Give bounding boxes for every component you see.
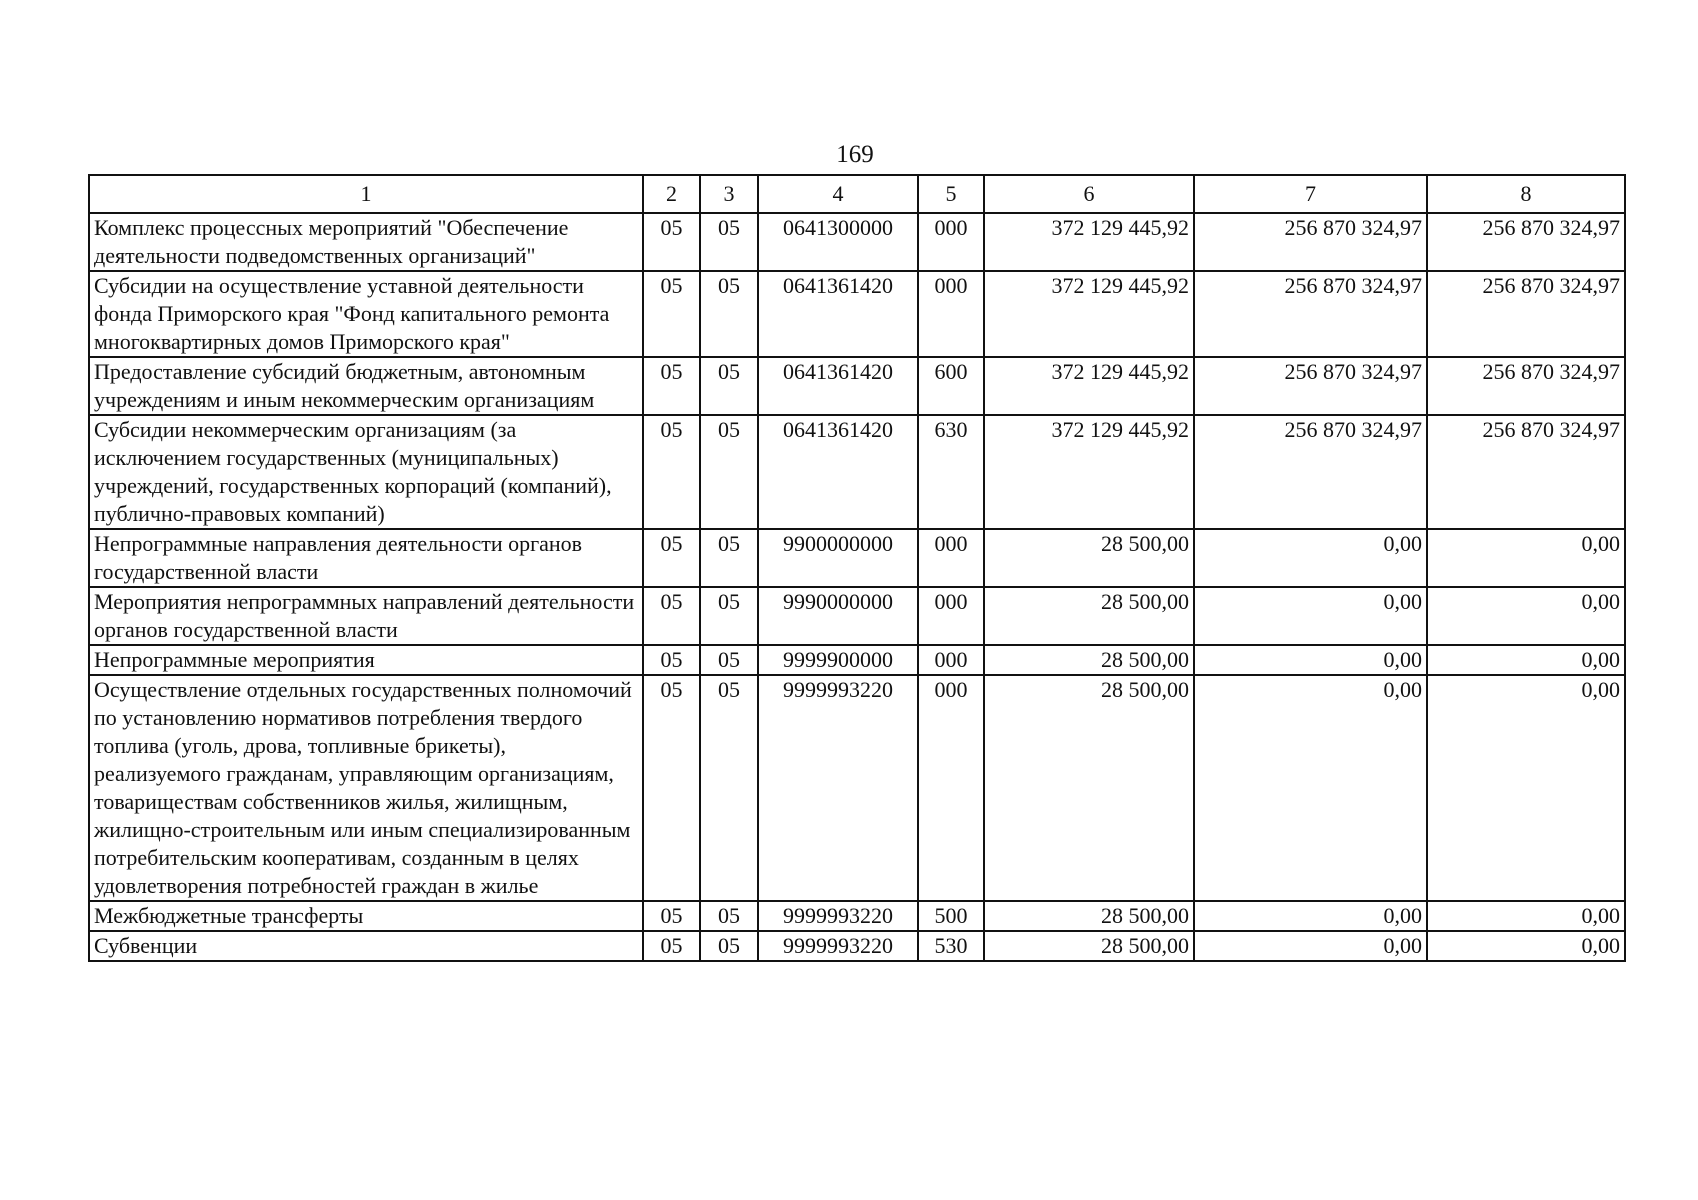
row-section: 05 — [643, 645, 700, 675]
table-row — [89, 675, 1625, 901]
column-header: 6 — [984, 175, 1194, 213]
row-name: Комплекс процессных мероприятий "Обеспечение деятельности подведомственных организаций" — [89, 213, 643, 271]
row-subsection: 05 — [700, 271, 758, 357]
row-amount-6: 28 500,00 — [984, 931, 1194, 961]
row-amount-7: 0,00 — [1194, 645, 1427, 675]
row-target-code: 9999900000 — [758, 645, 918, 675]
row-expense-type: 000 — [918, 213, 984, 271]
row-amount-6: 372 129 445,92 — [984, 357, 1194, 415]
row-section: 05 — [643, 529, 700, 587]
page-number: 169 — [836, 141, 874, 168]
row-expense-type: 000 — [918, 675, 984, 901]
row-amount-6: 28 500,00 — [984, 587, 1194, 645]
row-amount-7: 0,00 — [1194, 931, 1427, 961]
table-row — [89, 901, 1625, 931]
row-amount-7: 256 870 324,97 — [1194, 415, 1427, 529]
row-name: Непрограммные мероприятия — [89, 645, 643, 675]
table-row — [89, 587, 1625, 645]
row-amount-7: 256 870 324,97 — [1194, 357, 1427, 415]
row-target-code: 9999993220 — [758, 675, 918, 901]
row-expense-type: 000 — [918, 587, 984, 645]
row-subsection: 05 — [700, 529, 758, 587]
column-header: 4 — [758, 175, 918, 213]
row-subsection: 05 — [700, 901, 758, 931]
row-section: 05 — [643, 213, 700, 271]
row-target-code: 0641361420 — [758, 357, 918, 415]
row-amount-7: 256 870 324,97 — [1194, 271, 1427, 357]
row-amount-6: 372 129 445,92 — [984, 271, 1194, 357]
row-amount-8: 0,00 — [1427, 675, 1625, 901]
row-name: Осуществление отдельных государственных полномочий по установлению нормативов потребления твердого топлива (уголь, дрова, топливные брикеты), реализуемого гражданам, управляющим организациям, товариществам собственников жилья, жилищным, жилищно-строительным или иным специализированным потребительским кооперативам, созданным в целях удовлетворения потребностей граждан в жилье — [89, 675, 643, 901]
row-target-code: 9990000000 — [758, 587, 918, 645]
row-amount-8: 256 870 324,97 — [1427, 213, 1625, 271]
row-subsection: 05 — [700, 675, 758, 901]
row-amount-6: 28 500,00 — [984, 675, 1194, 901]
row-expense-type: 000 — [918, 529, 984, 587]
row-section: 05 — [643, 587, 700, 645]
column-header: 7 — [1194, 175, 1427, 213]
row-section: 05 — [643, 675, 700, 901]
table-row — [89, 529, 1625, 587]
row-target-code: 9999993220 — [758, 931, 918, 961]
table-row — [89, 213, 1625, 271]
table-row — [89, 931, 1625, 961]
row-target-code: 0641361420 — [758, 271, 918, 357]
row-target-code: 0641300000 — [758, 213, 918, 271]
row-amount-8: 0,00 — [1427, 529, 1625, 587]
header-row — [89, 175, 1625, 213]
row-amount-8: 256 870 324,97 — [1427, 415, 1625, 529]
column-header: 8 — [1427, 175, 1625, 213]
row-section: 05 — [643, 357, 700, 415]
row-name: Непрограммные направления деятельности органов государственной власти — [89, 529, 643, 587]
table-row — [89, 415, 1625, 529]
row-subsection: 05 — [700, 357, 758, 415]
table-row — [89, 645, 1625, 675]
row-name: Субвенции — [89, 931, 643, 961]
row-expense-type: 600 — [918, 357, 984, 415]
row-amount-8: 0,00 — [1427, 587, 1625, 645]
row-amount-6: 372 129 445,92 — [984, 415, 1194, 529]
table-row — [89, 271, 1625, 357]
row-target-code: 9999993220 — [758, 901, 918, 931]
row-expense-type: 630 — [918, 415, 984, 529]
row-amount-8: 0,00 — [1427, 645, 1625, 675]
row-subsection: 05 — [700, 931, 758, 961]
row-expense-type: 530 — [918, 931, 984, 961]
row-subsection: 05 — [700, 415, 758, 529]
row-section: 05 — [643, 271, 700, 357]
row-expense-type: 000 — [918, 271, 984, 357]
column-header: 1 — [89, 175, 643, 213]
row-name: Предоставление субсидий бюджетным, автономным учреждениям и иным некоммерческим организациям — [89, 357, 643, 415]
row-amount-8: 256 870 324,97 — [1427, 271, 1625, 357]
row-amount-8: 0,00 — [1427, 931, 1625, 961]
row-amount-8: 0,00 — [1427, 901, 1625, 931]
row-amount-7: 0,00 — [1194, 675, 1427, 901]
row-subsection: 05 — [700, 645, 758, 675]
table-row — [89, 357, 1625, 415]
row-amount-6: 28 500,00 — [984, 529, 1194, 587]
row-name: Мероприятия непрограммных направлений деятельности органов государственной власти — [89, 587, 643, 645]
row-name: Субсидии на осуществление уставной деятельности фонда Приморского края "Фонд капитального ремонта многоквартирных домов Приморского края" — [89, 271, 643, 357]
row-section: 05 — [643, 931, 700, 961]
row-expense-type: 000 — [918, 645, 984, 675]
row-amount-6: 28 500,00 — [984, 645, 1194, 675]
row-amount-6: 28 500,00 — [984, 901, 1194, 931]
row-target-code: 0641361420 — [758, 415, 918, 529]
row-amount-8: 256 870 324,97 — [1427, 357, 1625, 415]
row-subsection: 05 — [700, 213, 758, 271]
row-target-code: 9900000000 — [758, 529, 918, 587]
column-header: 2 — [643, 175, 700, 213]
row-section: 05 — [643, 901, 700, 931]
row-amount-7: 256 870 324,97 — [1194, 213, 1427, 271]
row-name: Межбюджетные трансферты — [89, 901, 643, 931]
row-amount-7: 0,00 — [1194, 901, 1427, 931]
row-name: Субсидии некоммерческим организациям (за исключением государственных (муниципальных) учреждений, государственных корпораций (компаний), публично-правовых компаний) — [89, 415, 643, 529]
budget-table — [88, 174, 1626, 962]
row-subsection: 05 — [700, 587, 758, 645]
column-header: 5 — [918, 175, 984, 213]
row-amount-7: 0,00 — [1194, 529, 1427, 587]
row-amount-6: 372 129 445,92 — [984, 213, 1194, 271]
row-section: 05 — [643, 415, 700, 529]
row-expense-type: 500 — [918, 901, 984, 931]
row-amount-7: 0,00 — [1194, 587, 1427, 645]
column-header: 3 — [700, 175, 758, 213]
